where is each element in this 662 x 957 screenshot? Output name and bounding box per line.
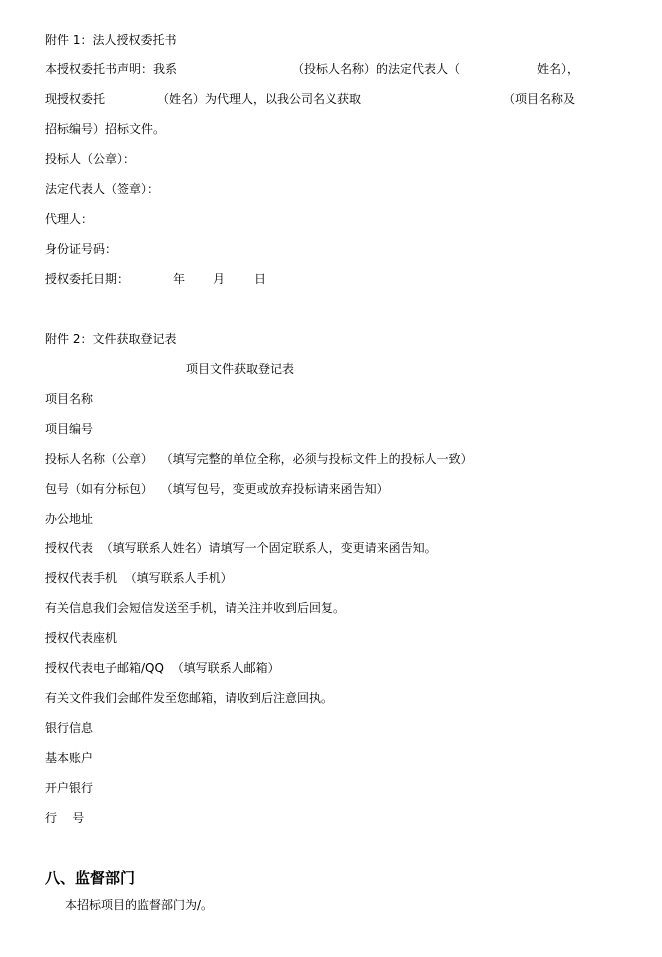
declaration-line2-part3: （项目名称及 xyxy=(503,92,576,106)
list-item: 投标人名称（公章） （填写完整的单位全称，必须与投标文件上的投标人一致） xyxy=(45,452,473,466)
section8-text: 本招标项目的监督部门为/。 xyxy=(65,898,214,912)
list-item: 项目编号 xyxy=(45,422,94,436)
agent-label: 代理人： xyxy=(45,212,94,226)
declaration-line2-part1: 现授权委托 xyxy=(45,92,106,106)
authorization-date-label: 授权委托日期： xyxy=(45,272,130,286)
list-item: 有关信息我们会短信发送至手机，请关注并收到后回复。 xyxy=(45,601,346,615)
id-number-label: 身份证号码： xyxy=(45,242,118,256)
list-item: 授权代表手机 （填写联系人手机） xyxy=(45,571,233,585)
list-item: 银行信息 xyxy=(45,721,94,735)
attachment1-title: 附件 1：法人授权委托书 xyxy=(45,33,177,47)
declaration-line3: 招标编号）招标文件。 xyxy=(45,122,166,136)
list-item: 授权代表电子邮箱/QQ （填写联系人邮箱） xyxy=(45,661,280,675)
list-item: 行 号 xyxy=(45,811,85,825)
bidder-seal-label: 投标人（公章）： xyxy=(45,152,136,166)
date-month: 月 xyxy=(213,272,226,286)
registration-table-title: 项目文件获取登记表 xyxy=(186,362,295,376)
declaration-line2-part2: （姓名）为代理人，以我公司名义获取 xyxy=(157,92,362,106)
date-year: 年 xyxy=(173,272,186,286)
list-item: 开户银行 xyxy=(45,781,94,795)
declaration-line1-part2: （投标人名称）的法定代表人（ xyxy=(292,62,461,76)
attachment2-title: 附件 2：文件获取登记表 xyxy=(45,332,177,346)
list-item: 授权代表 （填写联系人姓名）请填写一个固定联系人，变更请来函告知。 xyxy=(45,541,437,555)
declaration-line1-part3: 姓名）， xyxy=(537,62,580,76)
list-item: 授权代表座机 xyxy=(45,631,118,645)
list-item: 包号（如有分标包） （填写包号，变更或放弃投标请来函告知） xyxy=(45,482,389,496)
list-item: 有关文件我们会邮件发至您邮箱，请收到后注意回执。 xyxy=(45,691,334,705)
legal-rep-label: 法定代表人（签章）： xyxy=(45,182,160,196)
list-item: 项目名称 xyxy=(45,392,94,406)
declaration-line1-part1: 本授权委托书声明：我系 xyxy=(45,62,178,76)
list-item: 基本账户 xyxy=(45,751,94,765)
date-day: 日 xyxy=(254,272,267,286)
section8-heading: 八、监督部门 xyxy=(45,869,136,887)
list-item: 办公地址 xyxy=(45,512,94,526)
